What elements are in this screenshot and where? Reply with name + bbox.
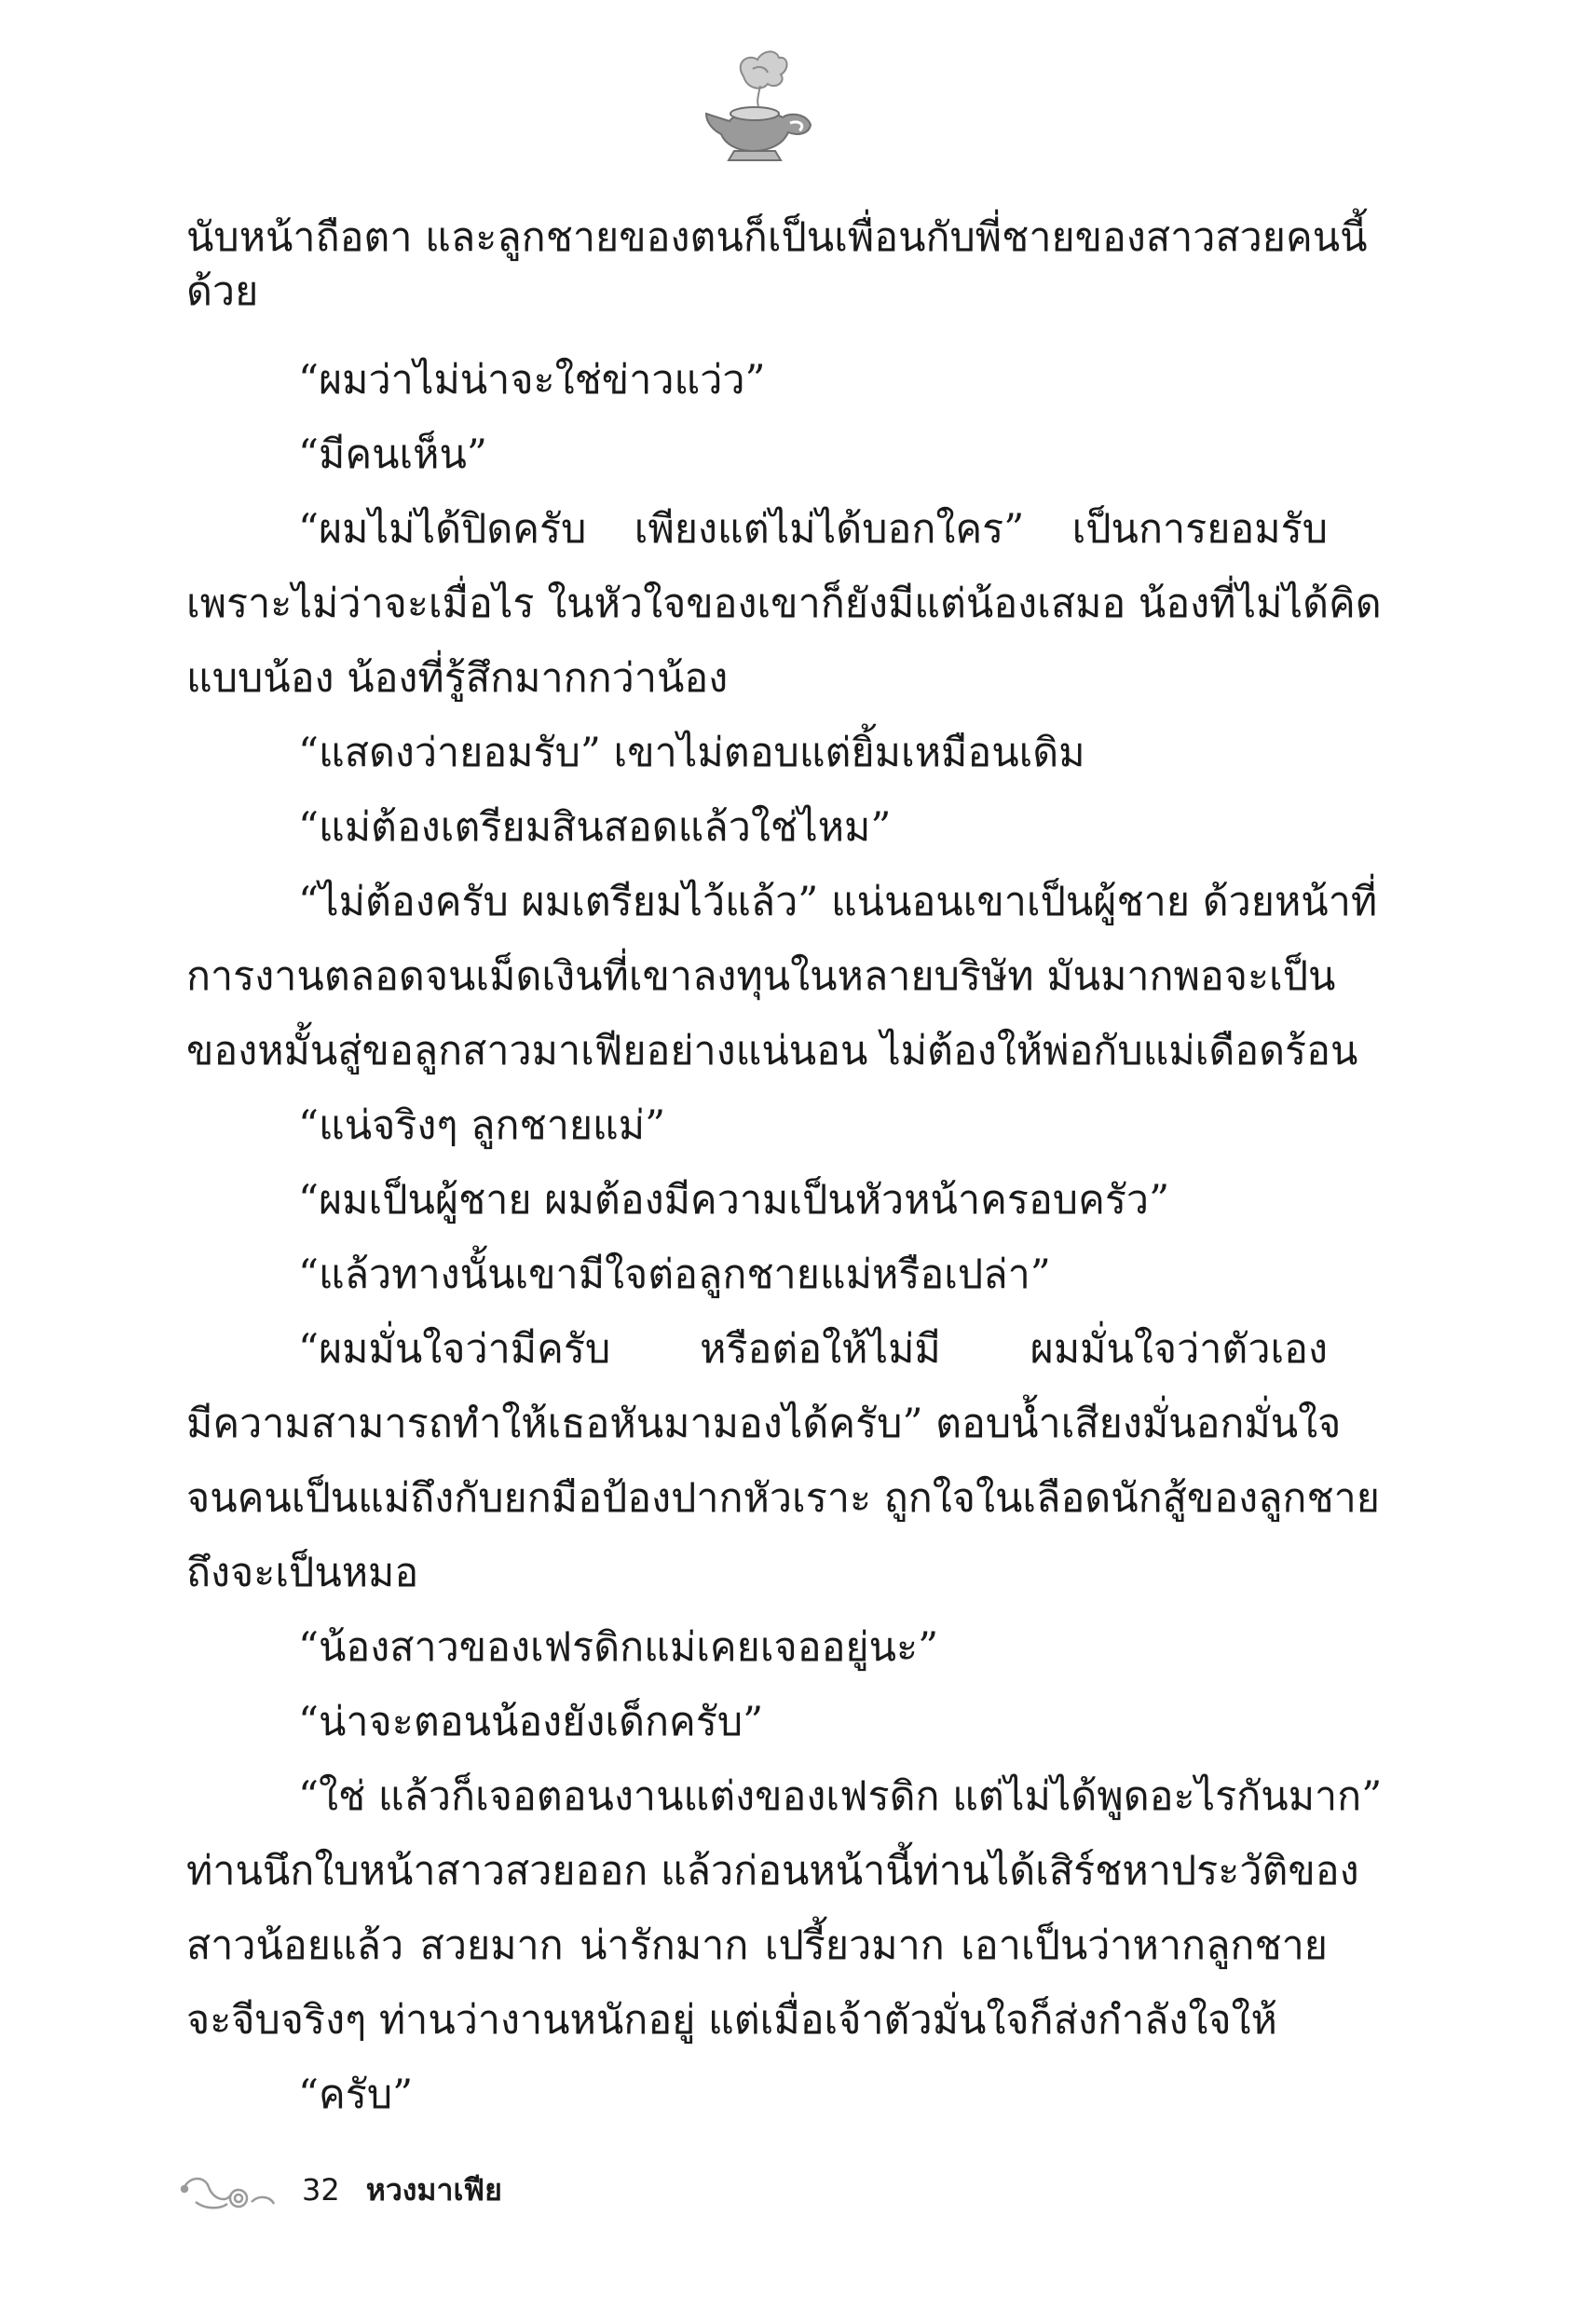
text-line: “แม่ต้องเตรียมสินสอดแล้วใช่ไหม” — [298, 804, 892, 851]
text-line: “ผมมั่นใจว่ามีครับ หรือต่อให้ไม่มี ผมมั่นใจว่าตัวเอง — [298, 1326, 1328, 1373]
text-line: “มีคนเห็น” — [298, 431, 487, 478]
text-line: “ผมไม่ได้ปิดครับ เพียงแต่ไม่ได้บอกใคร” เป็นการยอมรับ — [298, 506, 1328, 553]
text-line: “แล้วทางนั้นเขามีใจต่อลูกชายแม่หรือเปล่า” — [298, 1251, 1051, 1298]
genie-lamp-icon — [678, 48, 827, 170]
text-line: “น่าจะตอนน้องยังเด็กครับ” — [298, 1699, 764, 1745]
page-footer — [177, 2162, 502, 2218]
stethoscope-ornament-icon — [177, 2167, 280, 2213]
text-line: เพราะไม่ว่าจะเมื่อไร ในหัวใจของเขาก็ยังมีแต่น้องเสมอ น้องที่ไม่ได้คิด — [186, 581, 1382, 627]
text-line: สาวน้อยแล้ว สวยมาก น่ารักมาก เปรี้ยวมาก เอาเป็นว่าหากลูกชาย — [186, 1922, 1328, 1969]
text-line: “ครับ” — [298, 2072, 414, 2118]
text-line: การงานตลอดจนเม็ดเงินที่เขาลงทุนในหลายบริษัท มันมากพอจะเป็น — [186, 953, 1336, 1000]
text-line: มีความสามารถทำให้เธอหันมามองได้ครับ” ตอบน้ำเสียงมั่นอกมั่นใจ — [186, 1401, 1342, 1447]
text-line: ด้วย — [186, 268, 259, 315]
text-line: แบบน้อง น้องที่รู้สึกมากกว่าน้อง — [186, 655, 729, 702]
text-line: ของหมั้นสู่ขอลูกสาวมาเฟียอย่างแน่นอน ไม่ต้องให้พ่อกับแม่เดือดร้อน — [186, 1028, 1358, 1074]
text-line: จนคนเป็นแม่ถึงกับยกมือป้องปากหัวเราะ ถูกใจในเลือดนักสู้ของลูกชาย — [186, 1475, 1380, 1522]
text-line: “แสดงว่ายอมรับ” เขาไม่ตอบแต่ยิ้มเหมือนเดิม — [298, 730, 1085, 776]
book-title: หวงมาเฟีย — [365, 2171, 502, 2208]
text-line: “ผมว่าไม่น่าจะใช่ข่าวแว่ว” — [298, 357, 766, 403]
text-line: ท่านนึกใบหน้าสาวสวยออก แล้วก่อนหน้านี้ท่านได้เสิร์ชหาประวัติของ — [186, 1848, 1359, 1894]
text-line: “ไม่ต้องครับ ผมเตรียมไว้แล้ว” แน่นอนเขาเป็นผู้ชาย ด้วยหน้าที่ — [298, 879, 1378, 925]
text-line: นับหน้าถือตา และลูกชายของตนก็เป็นเพื่อนกับพี่ชายของสาวสวยคนนี้ — [186, 214, 1368, 261]
page-number: 32 — [302, 2172, 340, 2208]
text-line: “ใช่ แล้วก็เจอตอนงานแต่งของเฟรดิก แต่ไม่ได้พูดอะไรกันมาก” — [298, 1773, 1383, 1820]
text-line: จะจีบจริงๆ ท่านว่างานหนักอยู่ แต่เมื่อเจ้าตัวมั่นใจก็ส่งกำลังใจให้ — [186, 1997, 1277, 2044]
text-line: “น้องสาวของเฟรดิกแม่เคยเจออยู่นะ” — [298, 1624, 939, 1671]
text-line: “ผมเป็นผู้ชาย ผมต้องมีความเป็นหัวหน้าครอบครัว” — [298, 1177, 1170, 1224]
text-line: ถึงจะเป็นหมอ — [186, 1550, 419, 1596]
text-line: “แน่จริงๆ ลูกชายแม่” — [298, 1102, 666, 1149]
